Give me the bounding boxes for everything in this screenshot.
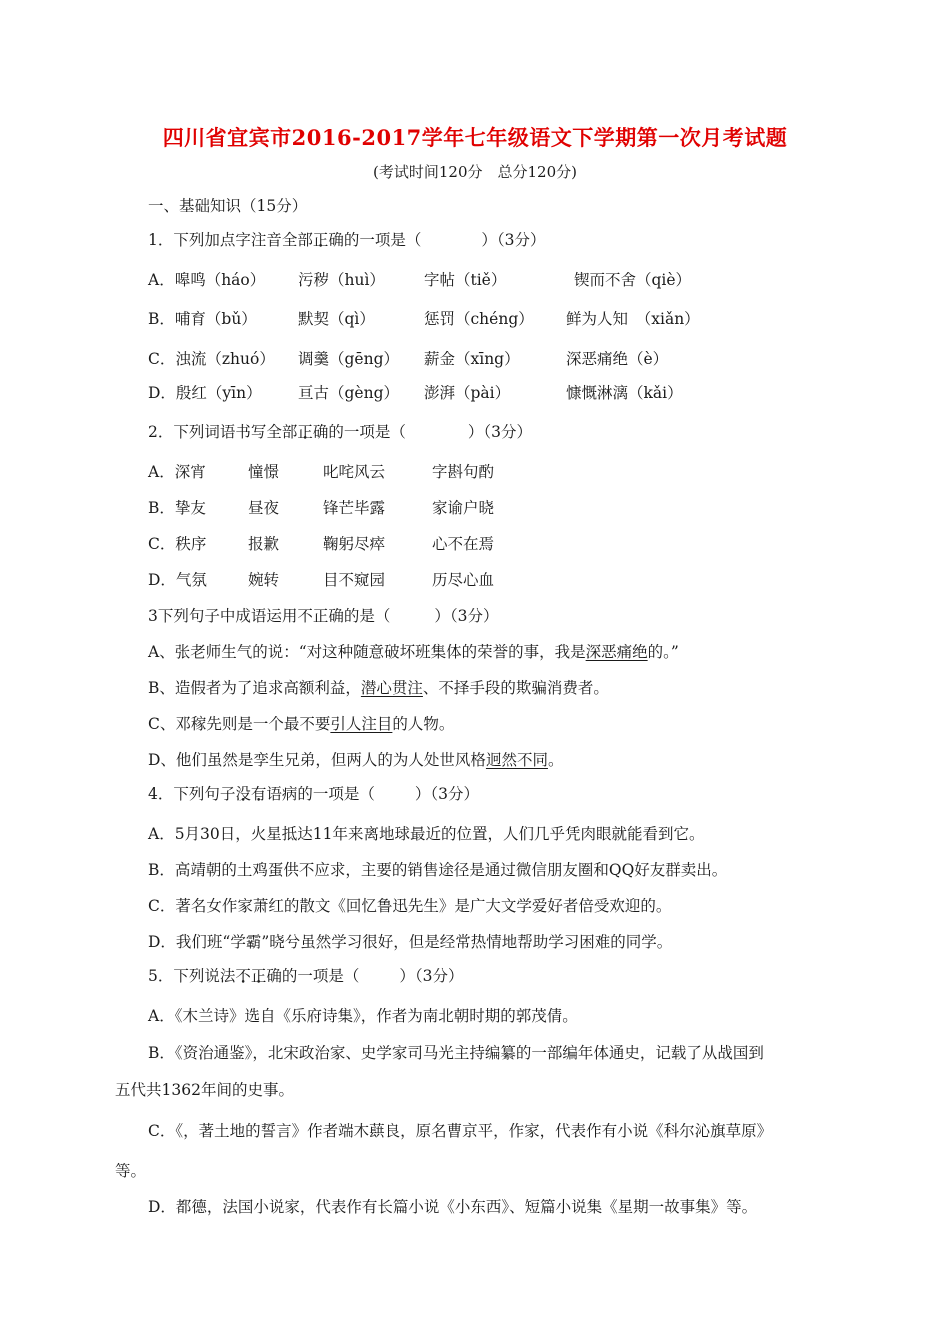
stem-score: ）（3分） (467, 423, 533, 441)
stem-text: 确的一项是（ (312, 423, 406, 441)
stem-text: 确的一项是（ (266, 967, 360, 985)
stem-text: 2．下列词语书写全部 (148, 423, 298, 441)
option-cell: 心不在焉 (432, 535, 495, 553)
option-cell: C．秩序 (148, 535, 207, 553)
stem-text: 1．下列加点字注音全部 (148, 231, 313, 249)
option-cell: 深恶痛绝（è） (566, 350, 669, 368)
option-text: 、不择手段的欺骗消费者。 (422, 679, 609, 697)
option-text: A、张老师生气的说：“对这种随意破坏班集体的荣誉的事，我是 (148, 643, 586, 661)
option-d: D．都德，法国小说家，代表作有长篇小说《小东西》、短篇小说集《星期一故事集》等。 (148, 1198, 758, 1216)
option-c: C．《，著土地的誓言》作者端木蕻良，原名曹京平，作家，代表作有小说《科尔沁旗草原》 (148, 1122, 773, 1140)
option-b-continued: 五代共1362年间的史事。 (115, 1081, 294, 1099)
option-cell: 字斟句酌 (432, 463, 495, 481)
emphasis-char: 有 (250, 785, 267, 803)
stem-text: 4．下列句子 (148, 785, 236, 803)
option-text: B、造假者为了追求高额利益， (148, 679, 361, 697)
option-text: C、邓稼先则是一个最不要 (148, 715, 331, 733)
option-a: A．《木兰诗》选自《乐府诗集》，作者为南北朝时期的郭茂倩。 (148, 1007, 578, 1025)
stem-score: ）（3分） (399, 967, 464, 985)
option-c: C．著名女作家萧红的散文《回忆鲁迅先生》是广大文学爱好者倍受欢迎的。 (148, 897, 672, 915)
option-c-continued: 等。 (115, 1162, 147, 1180)
emphasis-char: 没 (235, 785, 251, 803)
option-cell: D．殷红（yīn） (148, 384, 262, 402)
question-2-stem (148, 422, 532, 442)
option-cell: 亘古（gèng） (298, 384, 400, 402)
option-text: 。 (547, 751, 564, 769)
option-cell: 锲而不舍（qiè） (574, 271, 692, 289)
option-cell: 历尽心血 (432, 571, 495, 589)
option-a: A．5月30日，火星抵达11年来离地球最近的位置，人们几乎凭肉眼就能看到它。 (148, 825, 705, 843)
stem-score: ）（3分） (434, 607, 499, 625)
option-cell: 憧憬 (248, 463, 280, 481)
emphasis-char: 正 (312, 231, 329, 249)
emphasis-char: 正 (250, 967, 267, 985)
question-5-stem (148, 966, 464, 986)
option-cell: 调羹（gēng） (298, 350, 400, 368)
option-cell: B．哺育（bǔ） (148, 310, 257, 328)
option-cell: 默契（qì） (298, 310, 375, 328)
underlined-idiom: 潜心贯注 (360, 679, 423, 697)
emphasis-char: 正 (297, 423, 313, 441)
option-b: B．《资治通鉴》，北宋政治家、史学家司马光主持编纂的一部编年体通史，记载了从战国到 (148, 1044, 764, 1062)
section-heading: 一、基础知识（15分） (148, 197, 308, 215)
option-cell: 报歉 (248, 535, 280, 553)
option-d (148, 750, 563, 770)
option-c (148, 714, 454, 734)
option-text: 的人物。 (392, 715, 455, 733)
underlined-idiom: 引人注目 (330, 715, 393, 733)
option-cell: A．嗥鸣（háo） (148, 271, 266, 289)
exam-title: 四川省宜宾市2016-2017学年七年级语文下学期第一次月考试题 (162, 125, 788, 150)
option-text: 的。” (647, 643, 679, 661)
option-cell: 昼夜 (248, 499, 280, 517)
option-cell: 薪金（xīng） (424, 350, 520, 368)
option-b (148, 678, 609, 698)
option-cell: 鲜为人知 （xiǎn） (566, 310, 700, 328)
option-b: B．高靖朝的土鸡蛋供不应求，主要的销售途径是通过微信朋友圈和QQ好友群卖出。 (148, 861, 728, 879)
option-cell: 锋芒毕露 (323, 499, 386, 517)
option-cell: 家谕户晓 (432, 499, 495, 517)
stem-text: 5．下列说法 (148, 967, 236, 985)
stem-score: ）（3分） (481, 231, 546, 249)
stem-text: 确的一项是（ (328, 231, 422, 249)
option-cell: A．深宵 (148, 463, 206, 481)
question-3-stem (148, 606, 499, 626)
option-cell: 目不窥园 (323, 571, 386, 589)
underlined-idiom: 迥然不同 (485, 751, 548, 769)
option-cell: D．气氛 (148, 571, 207, 589)
option-d: D．我们班“学霸”晓兮虽然学习很好，但是经常热情地帮助学习困难的同学。 (148, 933, 673, 951)
option-cell: C．浊流（zhuó） (148, 350, 275, 368)
emphasis-char: 不 (235, 967, 251, 985)
option-cell: 婉转 (248, 571, 280, 589)
exam-subtitle: (考试时间120分 总分120分) (373, 163, 577, 181)
question-1-stem (148, 230, 546, 250)
option-cell: B．挚友 (148, 499, 206, 517)
option-cell: 惩罚（chéng） (424, 310, 534, 328)
option-cell: 字帖（tiě） (424, 271, 507, 289)
option-text: D、他们虽然是孪生兄弟，但两人的为人处世风格 (148, 751, 486, 769)
option-cell: 叱咤风云 (323, 463, 386, 481)
option-cell: 污秽（huì） (298, 271, 385, 289)
stem-text: 3下列句子中成语运用不正确的是（ (148, 607, 391, 625)
option-cell: 澎湃（pài） (424, 384, 511, 402)
stem-text: 语病的一项是（ (266, 785, 375, 803)
option-cell: 慷慨淋漓（kǎi） (566, 384, 683, 402)
option-a (148, 642, 679, 662)
question-4-stem (148, 784, 479, 804)
option-cell: 鞠躬尽瘁 (323, 535, 386, 553)
stem-score: ）（3分） (414, 785, 480, 803)
underlined-idiom: 深恶痛绝 (585, 643, 648, 661)
